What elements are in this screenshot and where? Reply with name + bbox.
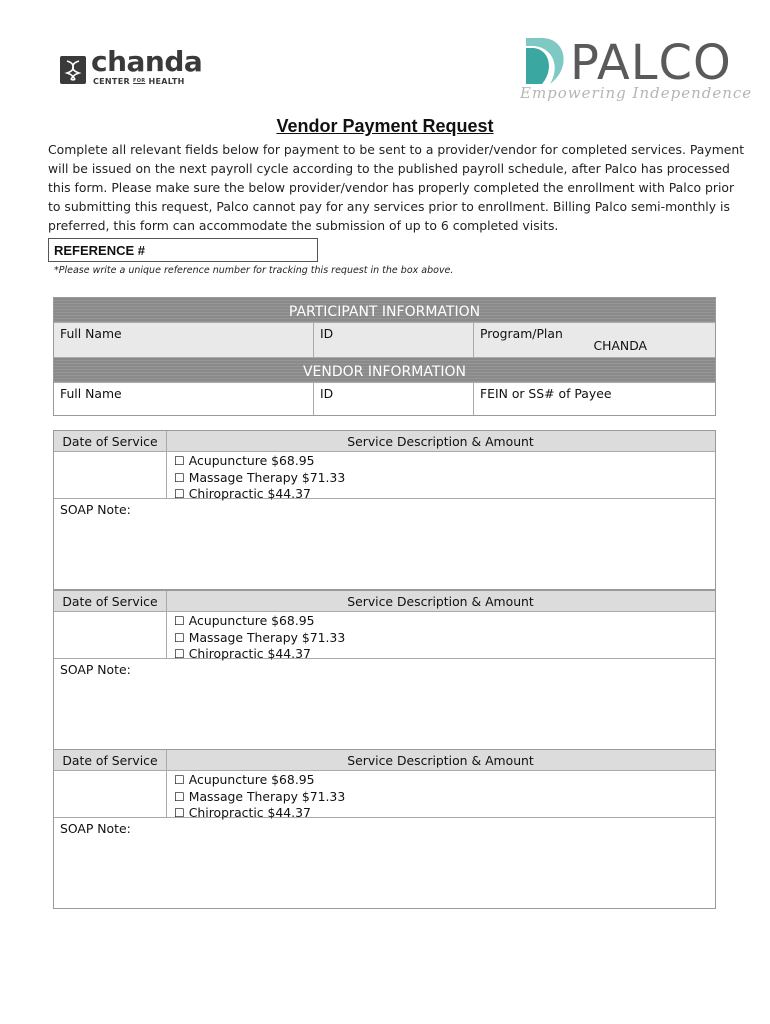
soap-note-label: SOAP Note: [60, 502, 131, 517]
service-option-label: Acupuncture $68.95 [188, 772, 315, 787]
service-option-label: Massage Therapy $71.33 [188, 629, 346, 645]
vendor-fein-field[interactable] [473, 383, 715, 415]
checkbox-icon[interactable]: ☐ [174, 773, 185, 787]
service-option-acupuncture[interactable] [174, 772, 345, 789]
service-description-header: Service Description & Amount [347, 434, 534, 449]
service-option-label: Chiropractic $44.37 [188, 805, 311, 820]
date-of-service-field[interactable] [54, 452, 167, 498]
soap-note-label: SOAP Note: [60, 821, 131, 836]
service-option-massage[interactable] [174, 630, 345, 647]
checkbox-icon[interactable]: ☐ [174, 454, 185, 468]
service-options [174, 453, 345, 503]
reference-note: *Please write a unique reference number for tracking this request in the box above. [54, 265, 454, 276]
service-option-label: Massage Therapy $71.33 [188, 469, 346, 485]
soap-note-label: SOAP Note: [60, 662, 131, 677]
participant-heading: PARTICIPANT INFORMATION [54, 298, 715, 322]
palco-wordmark: PALCO [570, 35, 732, 91]
program-value: CHANDA [593, 338, 647, 353]
participant-full-name-label: Full Name [60, 326, 122, 341]
service-option-massage[interactable] [174, 789, 345, 806]
date-of-service-header: Date of Service [54, 591, 167, 611]
service-description-header: Service Description & Amount [347, 753, 534, 768]
checkbox-icon[interactable]: ☐ [174, 630, 185, 645]
checkbox-icon[interactable]: ☐ [174, 647, 185, 661]
service-options [174, 613, 345, 663]
soap-note-field[interactable] [54, 499, 715, 589]
service-option-label: Massage Therapy $71.33 [188, 788, 346, 804]
vendor-full-name-field[interactable] [54, 383, 313, 415]
chanda-wordmark: chanda [91, 45, 203, 78]
vendor-id-field[interactable] [313, 383, 473, 415]
service-option-label: Chiropractic $44.37 [188, 486, 311, 501]
vendor-id-label: ID [320, 386, 334, 401]
chanda-subtitle: CENTER $^{FOR}$ HEALTH [93, 77, 185, 86]
checkbox-icon[interactable]: ☐ [174, 487, 185, 501]
soap-note-field[interactable] [54, 659, 715, 749]
checkbox-icon[interactable]: ☐ [174, 470, 185, 485]
date-of-service-header: Date of Service [54, 431, 167, 451]
participant-id-field[interactable] [313, 323, 473, 357]
participant-full-name-field[interactable] [54, 323, 313, 357]
date-of-service-field[interactable] [54, 771, 167, 817]
service-body [54, 612, 715, 659]
checkbox-icon[interactable]: ☐ [174, 806, 185, 820]
checkbox-icon[interactable]: ☐ [174, 789, 185, 804]
checkbox-icon[interactable]: ☐ [174, 614, 185, 628]
service-block [53, 590, 716, 750]
vendor-full-name-label: Full Name [60, 386, 122, 401]
service-option-label: Chiropractic $44.37 [188, 646, 311, 661]
service-body [54, 771, 715, 818]
participant-id-label: ID [320, 326, 334, 341]
reference-label: REFERENCE # [54, 243, 146, 258]
participant-row [54, 322, 715, 357]
info-table [53, 297, 716, 416]
participant-program-label: Program/Plan [480, 326, 563, 341]
soap-note-field[interactable] [54, 818, 715, 908]
service-description-header: Service Description & Amount [347, 594, 534, 609]
date-of-service-field[interactable] [54, 612, 167, 658]
service-header [54, 591, 715, 612]
service-block [53, 749, 716, 909]
service-option-label: Acupuncture $68.95 [188, 613, 315, 628]
vendor-row [54, 382, 715, 415]
vendor-heading: VENDOR INFORMATION [54, 357, 715, 382]
service-block [53, 430, 716, 590]
service-header [54, 431, 715, 452]
service-options [174, 772, 345, 822]
service-body [54, 452, 715, 499]
vendor-fein-label: FEIN or SS# of Payee [480, 386, 612, 401]
service-option-acupuncture[interactable] [174, 453, 345, 470]
page-title: Vendor Payment Request [276, 116, 494, 136]
service-option-label: Acupuncture $68.95 [188, 453, 315, 468]
service-option-massage[interactable] [174, 470, 345, 487]
participant-program-field[interactable] [473, 323, 715, 357]
palco-logo [518, 34, 753, 112]
chanda-logo [60, 45, 203, 90]
service-header [54, 750, 715, 771]
reference-field[interactable] [48, 238, 318, 262]
palco-tagline: Empowering Independence [520, 84, 753, 102]
service-option-acupuncture[interactable] [174, 613, 345, 630]
chanda-dna-icon [60, 56, 86, 84]
intro-paragraph: Complete all relevant fields below for payment to be sent to a provider/vendor for completed services. Payment will be issued on the next payroll cycle according to the published payroll schedule, after Palco has processed this form. Please make sure the below provider/vendor has properly completed the enrollment with Palco prior to submitting this request, Palco cannot pay for any services prior to enrollment. Billing Palco semi-monthly is preferred, this form can accommodate the submission of up to 6 completed visits. [48, 142, 745, 233]
date-of-service-header: Date of Service [54, 750, 167, 770]
